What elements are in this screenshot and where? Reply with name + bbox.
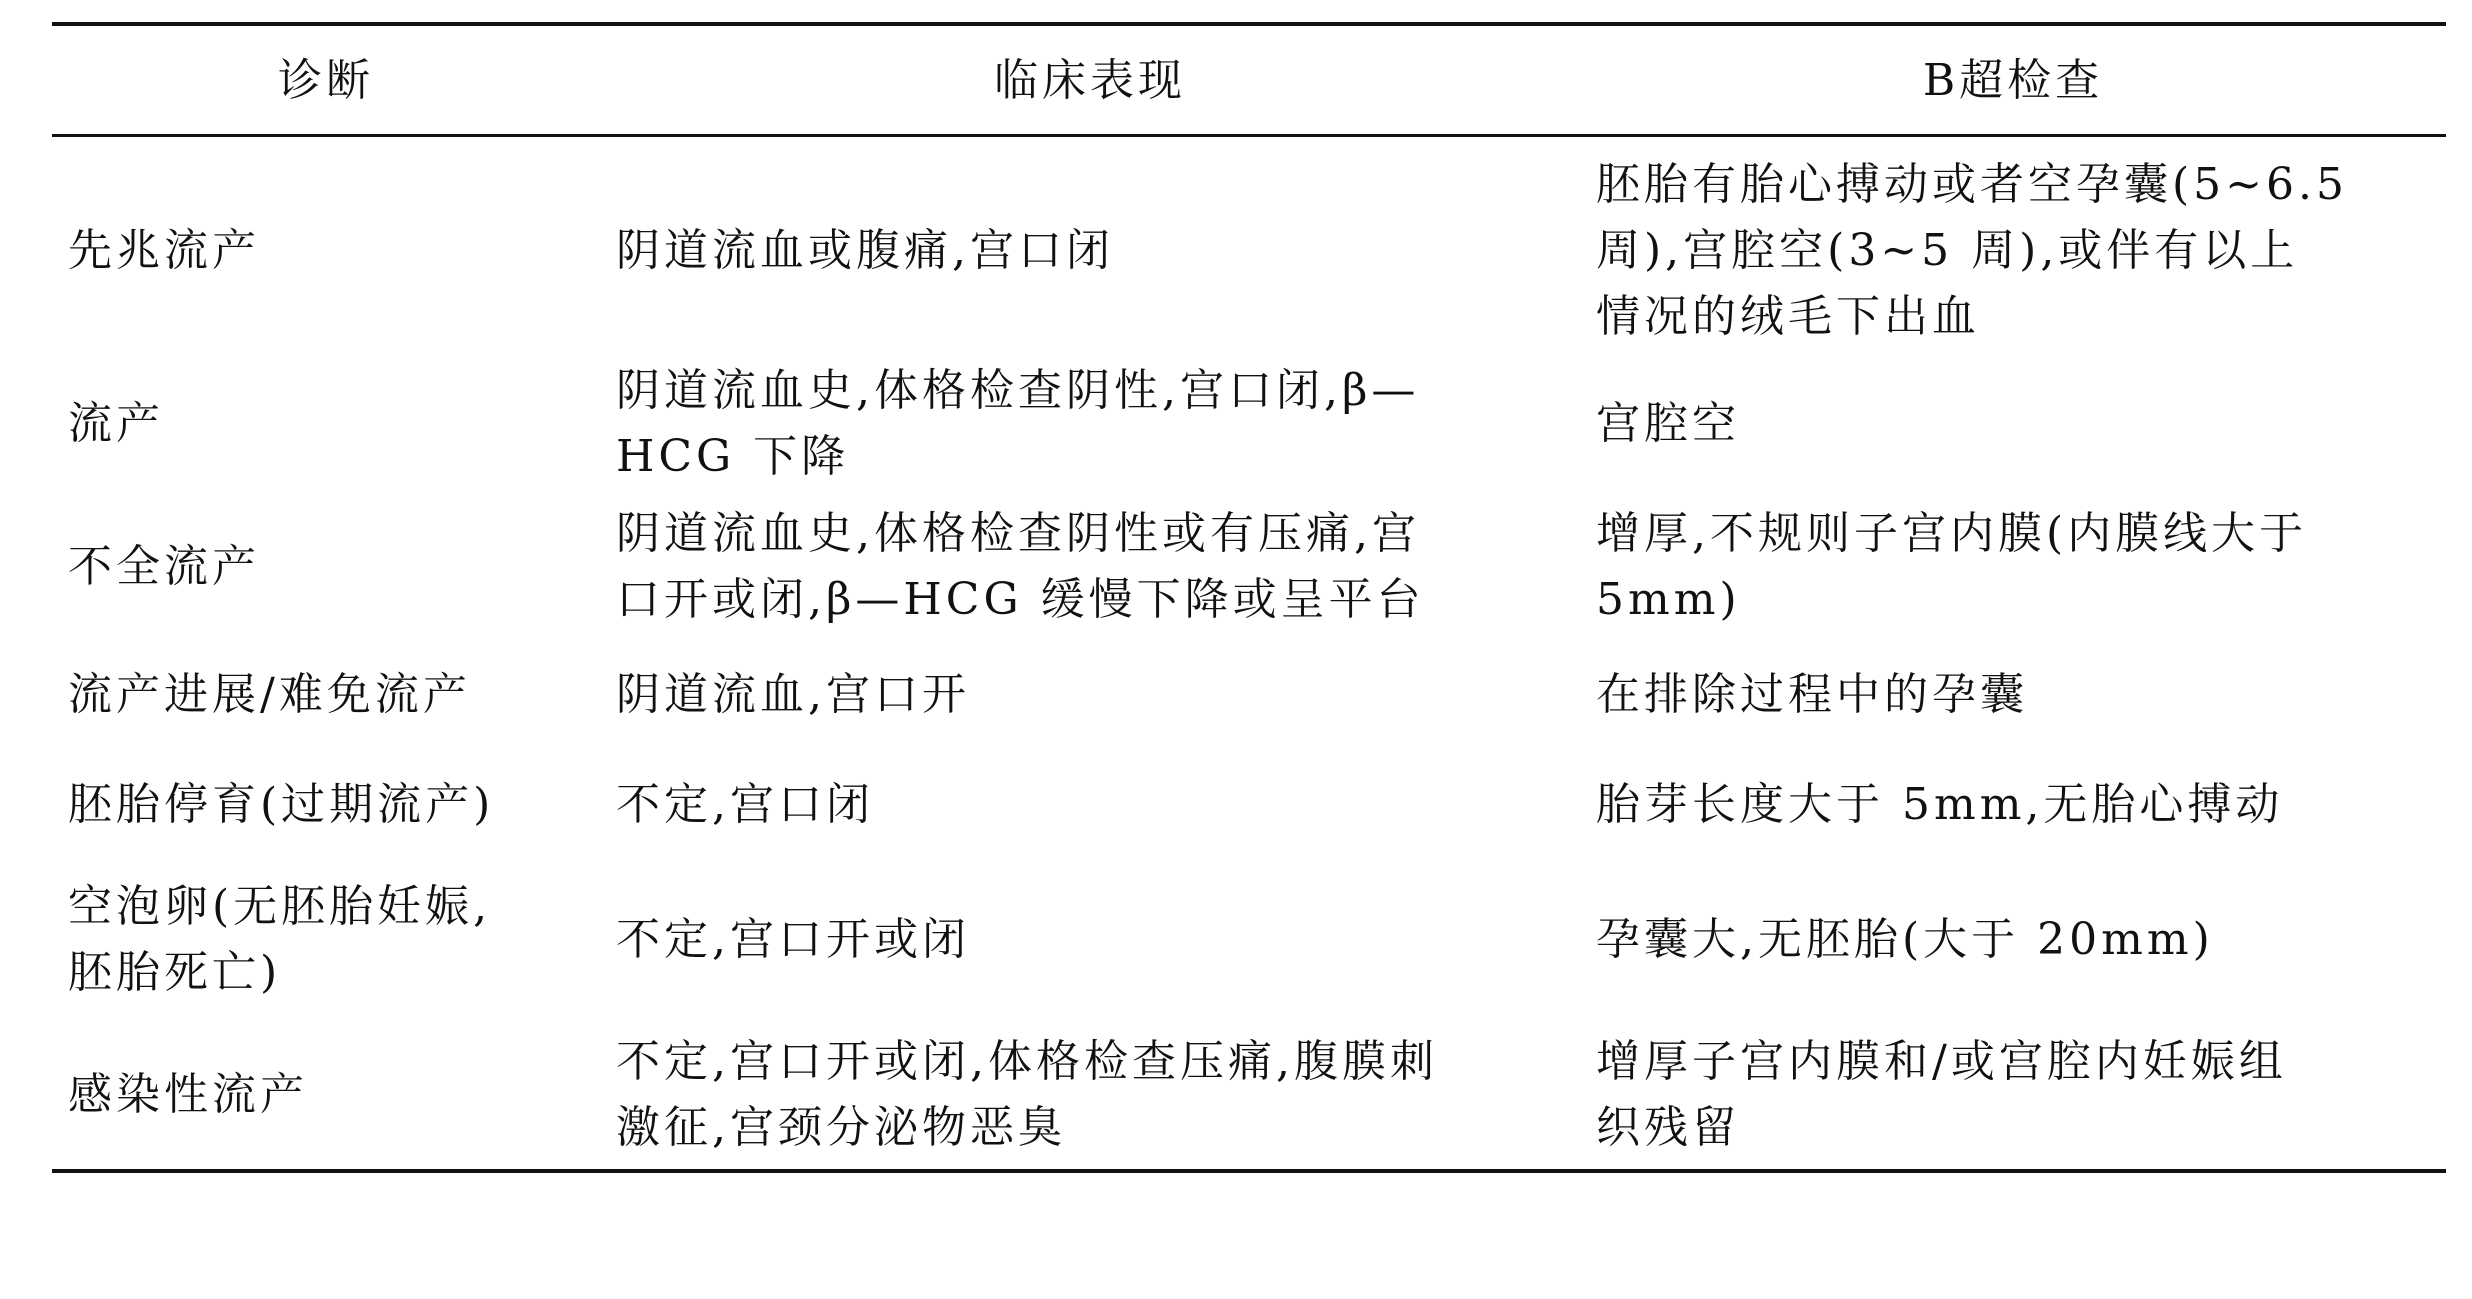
cell-line: 胚胎死亡) [68,947,282,998]
cell-line: 增厚子宫内膜和/或宫腔内妊娠组 [1596,1036,2287,1087]
diagnosis-cell [52,389,600,457]
ultrasound-cell [1580,499,2446,633]
cell-line: 激征,宫颈分泌物恶臭 [616,1102,1066,1153]
clinical-cell [600,356,1580,490]
cell-line: 不定,宫口开或闭,体格检查压痛,腹膜刺 [616,1036,1438,1087]
cell-line: 流产 [68,398,164,449]
clinical-cell [600,770,1580,838]
diagnosis-cell [52,660,600,728]
cell-line: 情况的绒毛下出血 [1596,291,1980,342]
ultrasound-cell [1580,150,2446,350]
cell-line: 不定,宫口开或闭 [616,914,970,965]
clinical-cell [600,1027,1580,1161]
clinical-cell [600,499,1580,633]
ultrasound-cell [1580,660,2446,728]
table-bottom-rule [52,1169,2446,1173]
diagnosis-cell [52,216,600,284]
table-row [52,859,2446,1019]
cell-line: 阴道流血史,体格检查阴性,宫口闭,β— [616,365,1420,416]
ultrasound-cell [1580,770,2446,838]
clinical-cell [600,216,1580,284]
cell-line: 胚胎停育(过期流产) [68,779,495,830]
ultrasound-cell [1580,389,2446,457]
table-body [52,137,2446,1169]
diagnosis-cell [52,872,600,1006]
header-diagnosis: 诊断 [278,55,374,106]
table-row [52,137,2446,353]
table-row [52,353,2446,493]
table-row [52,493,2446,639]
cell-line: 在排除过程中的孕囊 [1596,669,2028,720]
header-clinical-presentation: 临床表现 [994,55,1186,106]
cell-line: 空泡卵(无胚胎妊娠, [68,881,492,932]
cell-line: 口开或闭,β—HCG 缓慢下降或呈平台 [616,574,1425,625]
cell-line: 流产进展/难免流产 [68,669,471,720]
clinical-cell [600,905,1580,973]
cell-line: 先兆流产 [68,225,260,276]
cell-line: 阴道流血或腹痛,宫口闭 [616,225,1114,276]
header-ultrasound-exam: B超检查 [1922,55,2104,106]
cell-line: 阴道流血史,体格检查阴性或有压痛,宫 [616,508,1420,559]
table-row [52,639,2446,749]
cell-line: 织残留 [1596,1102,1740,1153]
cell-line: 阴道流血,宫口开 [616,669,970,720]
cell-line: HCG 下降 [616,431,850,482]
clinical-cell [600,660,1580,728]
cell-line: 不定,宫口闭 [616,779,874,830]
cell-line: 胎芽长度大于 5mm,无胎心搏动 [1596,779,2284,830]
table-header-row [52,26,2446,134]
cell-line: 不全流产 [68,541,260,592]
abortion-diagnosis-table [52,22,2446,1173]
table-row [52,1019,2446,1169]
cell-line: 孕囊大,无胚胎(大于 20mm) [1596,914,2214,965]
diagnosis-cell [52,770,600,838]
cell-line: 5mm) [1596,574,1741,625]
ultrasound-cell [1580,905,2446,973]
table-row [52,749,2446,859]
diagnosis-cell [52,1060,600,1128]
ultrasound-cell [1580,1027,2446,1161]
cell-line: 宫腔空 [1596,398,1740,449]
cell-line: 感染性流产 [68,1069,308,1120]
diagnosis-cell [52,532,600,600]
cell-line: 增厚,不规则子宫内膜(内膜线大于 [1596,508,2308,559]
cell-line: 胚胎有胎心搏动或者空孕囊(5~6.5 [1596,159,2349,210]
cell-line: 周),宫腔空(3~5 周),或伴有以上 [1596,225,2299,276]
